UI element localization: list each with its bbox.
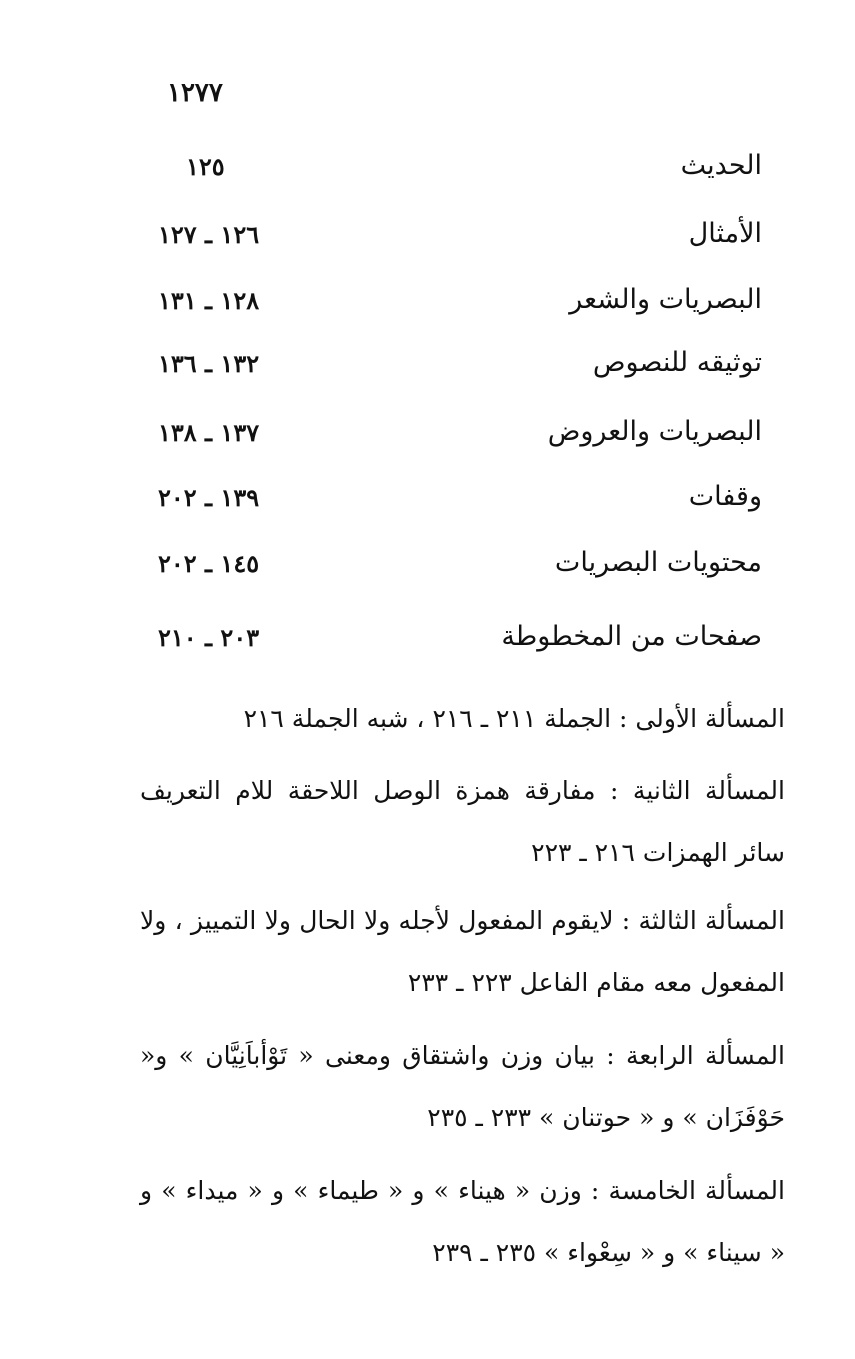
toc-entry-waqafat [150,481,762,525]
toc-entry-title: البصريات والشعر [569,284,762,315]
toc-entry-pages: ١٢٦ ـ ١٢٧ [158,220,260,249]
toc-entry-safahat [150,621,762,665]
question-4: المسألة الرابعة : بيان وزن واشتقاق ومعنى « تَوْأباَنِيَّان » و« حَوْفَزَان » و « حوتنان » ٢٣٣ ـ ٢٣٥ [140,1041,785,1132]
page-number: ١٢٧٧ [167,78,223,108]
toc-entry-pages: ١٣٢ ـ ١٣٦ [158,349,260,378]
toc-entry-title: محتويات البصريات [554,547,762,578]
toc-entry-pages: ١٢٨ ـ ١٣١ [158,286,260,315]
toc-entry-pages: ١٤٥ ـ ٢٠٢ [158,549,260,578]
toc-entry-basriyat-arud [150,416,762,460]
question-1: المسألة الأولى : الجملة ٢١١ ـ ٢١٦ ، شبه الجملة ٢١٦ [243,704,785,733]
toc-entry-tawthiq [150,347,762,391]
toc-entry-title: الأمثال [688,218,762,249]
question-5: المسألة الخامسة : وزن « هيناء » و « طيماء » و « ميداء » و « سيناء » و « سِعْواء » ٢٣٥ ـ ٢٣٩ [140,1176,785,1267]
question-3: المسألة الثالثة : لايقوم المفعول لأجله ولا الحال ولا التمييز ، ولا المفعول معه مقام الفاعل ٢٢٣ ـ ٢٣٣ [140,906,785,997]
toc-entry-amthal [150,218,762,262]
toc-entry-title: الحديث [680,150,762,181]
toc-entry-pages: ١٣٧ ـ ١٣٨ [158,418,260,447]
question-2: المسألة الثانية : مفارقة همزة الوصل اللاحقة للام التعريف سائر الهمزات ٢١٦ ـ ٢٢٣ [140,776,785,867]
toc-entry-pages: ١٣٩ ـ ٢٠٢ [158,483,260,512]
toc-entry-hadith [150,150,762,194]
toc-entry-basriyat-shir [150,284,762,328]
toc-entry-title: وقفات [688,481,762,512]
toc-entry-title: البصريات والعروض [547,416,762,447]
toc-entry-title: توثيقه للنصوص [592,347,762,378]
toc-entry-pages: ٢٠٣ ـ ٢١٠ [158,623,260,652]
toc-entry-pages: ١٢٥ [186,152,225,181]
toc-entry-title: صفحات من المخطوطة [501,621,762,652]
toc-entry-muhtawayat [150,547,762,591]
